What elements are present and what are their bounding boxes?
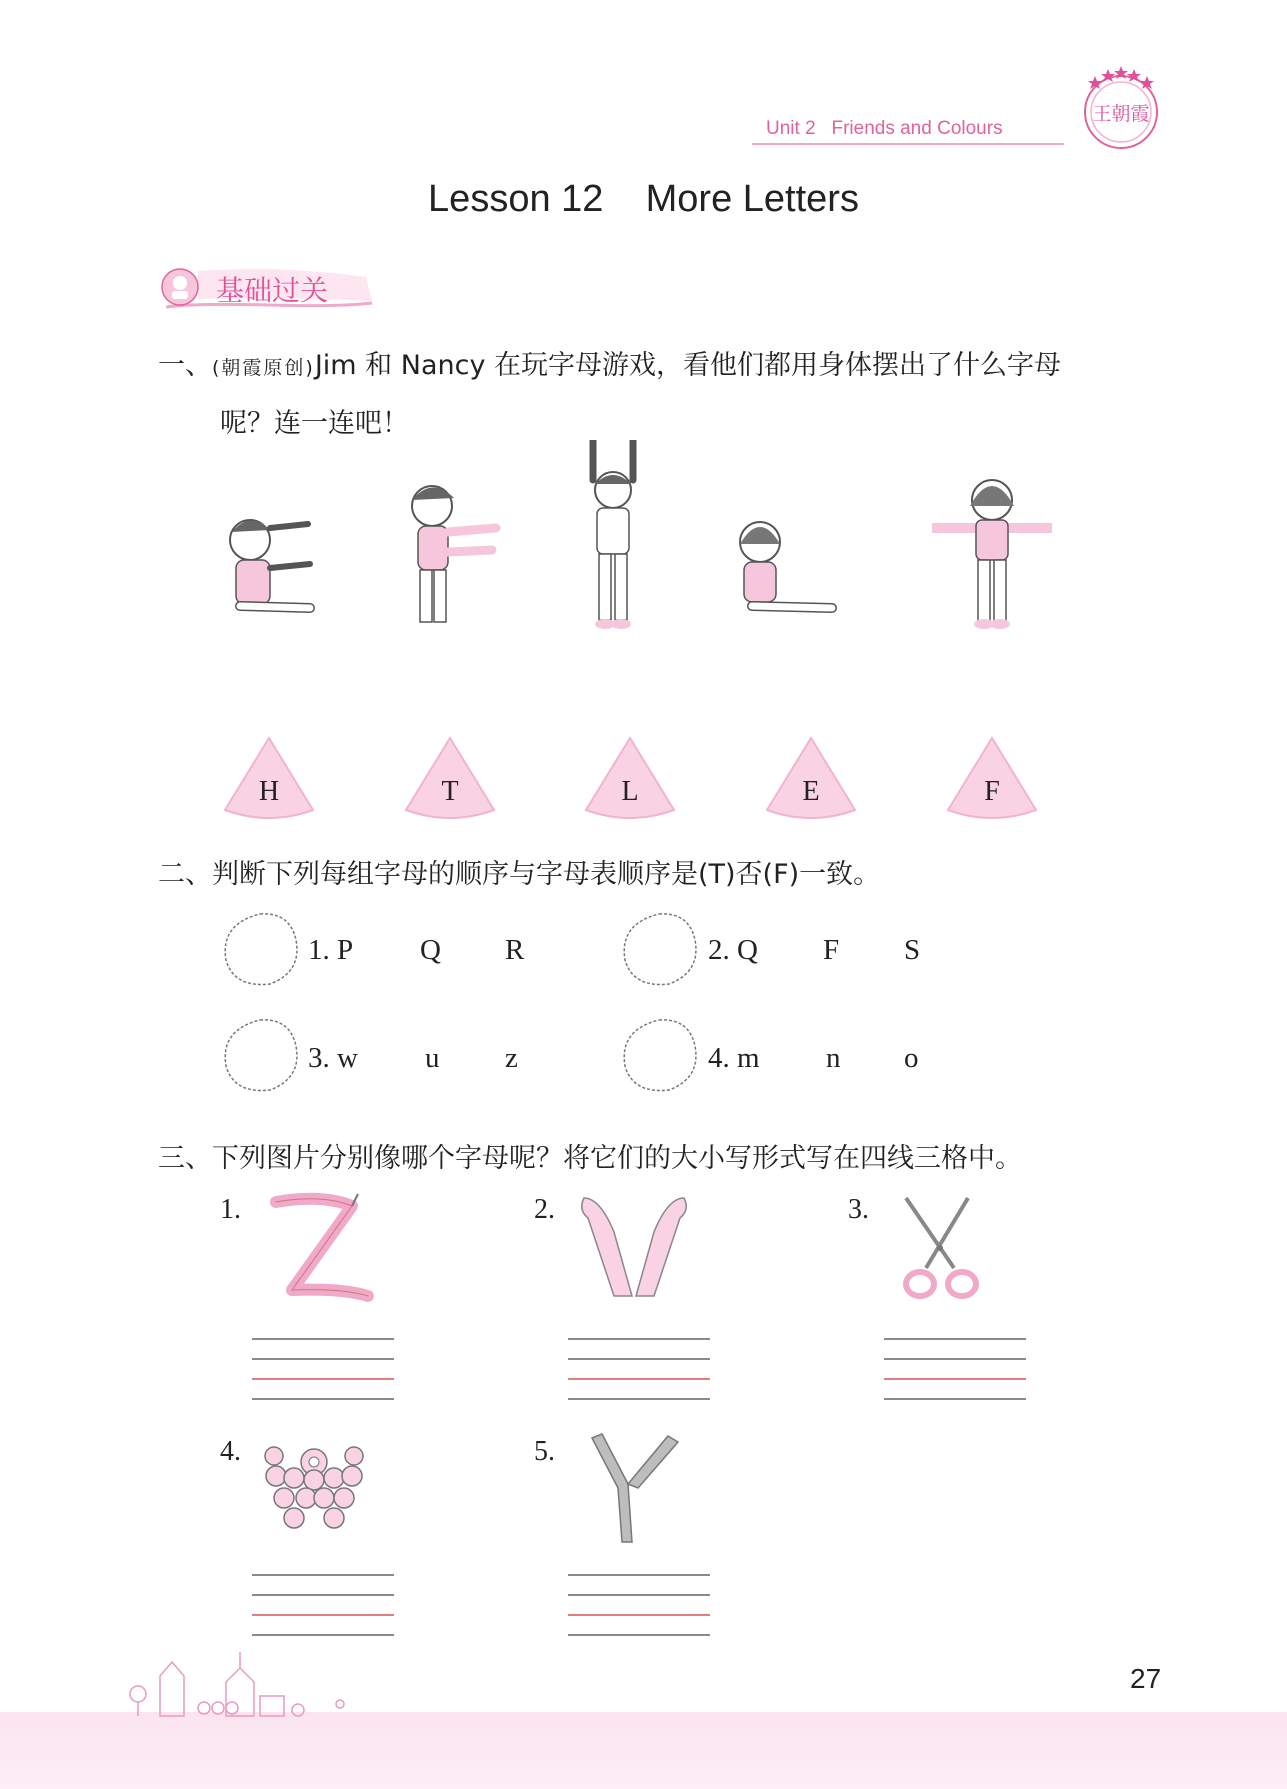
scissors-x-icon: [882, 1192, 1002, 1312]
q3-item-5-number: 5.: [534, 1436, 555, 1467]
q3-item-1-number: 1.: [220, 1194, 241, 1225]
header-unit: Unit 2 Friends and Colours: [766, 118, 1003, 139]
q2-item-4-label: 4. m: [708, 1042, 760, 1074]
writing-lines-4[interactable]: [252, 1570, 394, 1640]
q3-number: 三、: [158, 1143, 212, 1174]
q3-item-4-number: 4.: [220, 1436, 241, 1467]
q2-item-2-label: 2. Q: [708, 934, 758, 966]
q1-source: (朝霞原创): [212, 357, 315, 379]
z-shaped-pepper-icon: [262, 1192, 382, 1312]
bead-w-icon: [254, 1434, 374, 1554]
footer-band: [0, 1712, 1287, 1789]
page-number: 27: [1130, 1663, 1162, 1694]
q1-number: 一、: [158, 350, 212, 381]
header-divider: [752, 143, 1064, 145]
answer-circle-2[interactable]: [619, 910, 701, 988]
letter-wedge-4[interactable]: [761, 736, 861, 826]
q2-item-3-l2: u: [425, 1042, 440, 1074]
q1-text-line2: 呢？连一连吧！: [220, 408, 409, 439]
branch-y-icon: [572, 1430, 692, 1550]
header-unit-title: Friends and Colours: [831, 118, 1003, 139]
q2-item-4-l3: o: [904, 1042, 919, 1074]
answer-circle-4[interactable]: [619, 1016, 701, 1094]
letter-wedge-2[interactable]: [400, 736, 500, 826]
answer-circle-1[interactable]: [220, 910, 302, 988]
svg-text:王朝霞: 王朝霞: [1092, 103, 1150, 125]
lesson-title: Lesson 12 More Letters: [428, 178, 859, 220]
q2-item-1-label: 1. P: [308, 934, 354, 966]
q1-text-line1: Jim 和 Nancy 在玩字母游戏，看他们都用身体摆出了什么字母: [314, 350, 1062, 381]
wedge-letter: H: [258, 776, 280, 807]
kid-l-pose-icon: [728, 440, 848, 640]
q3-item-2-number: 2.: [534, 1194, 555, 1225]
wedge-letter: E: [802, 776, 820, 807]
publisher-logo-icon: [1075, 62, 1167, 154]
q2-item-4-l2: n: [826, 1042, 841, 1074]
kid-f-pose-icon: [392, 440, 512, 640]
letter-wedge-3[interactable]: [580, 736, 680, 826]
q1-prompt: [158, 343, 1061, 382]
q2-item-3-label: 3. w: [308, 1042, 358, 1074]
section-badge-text: 基础过关: [216, 274, 329, 307]
kid-t-pose-icon: [932, 440, 1052, 640]
wedge-letter: L: [621, 776, 639, 807]
wedge-letter: F: [984, 776, 1000, 807]
letter-wedge-1[interactable]: [219, 736, 319, 826]
q2-number: 二、: [158, 859, 212, 890]
letter-wedge-5[interactable]: [942, 736, 1042, 826]
q2-item-2-l2: F: [823, 934, 840, 966]
town-decoration-icon: [120, 1648, 410, 1720]
q2-prompt: [158, 852, 880, 891]
q2-item-1-l2: Q: [420, 934, 441, 966]
writing-lines-5[interactable]: [568, 1570, 710, 1640]
writing-lines-1[interactable]: [252, 1334, 394, 1404]
kid-e-pose-icon: [210, 440, 330, 640]
answer-circle-3[interactable]: [220, 1016, 302, 1094]
q3-item-3-number: 3.: [848, 1194, 869, 1225]
q2-item-2-l3: S: [904, 934, 921, 966]
q2-text: 判断下列每组字母的顺序与字母表顺序是(T)否(F)一致。: [212, 859, 881, 890]
writing-lines-3[interactable]: [884, 1334, 1026, 1404]
kid-i-pose-icon: [553, 440, 673, 640]
q3-text: 下列图片分别像哪个字母呢？将它们的大小写形式写在四线三格中。: [212, 1143, 1022, 1174]
wedge-letter: T: [441, 776, 459, 807]
writing-lines-2[interactable]: [568, 1334, 710, 1404]
q2-item-1-l3: R: [505, 934, 525, 966]
q3-prompt: [158, 1136, 1022, 1175]
two-dogs-v-icon: [574, 1192, 694, 1312]
q2-item-3-l3: z: [505, 1042, 518, 1074]
